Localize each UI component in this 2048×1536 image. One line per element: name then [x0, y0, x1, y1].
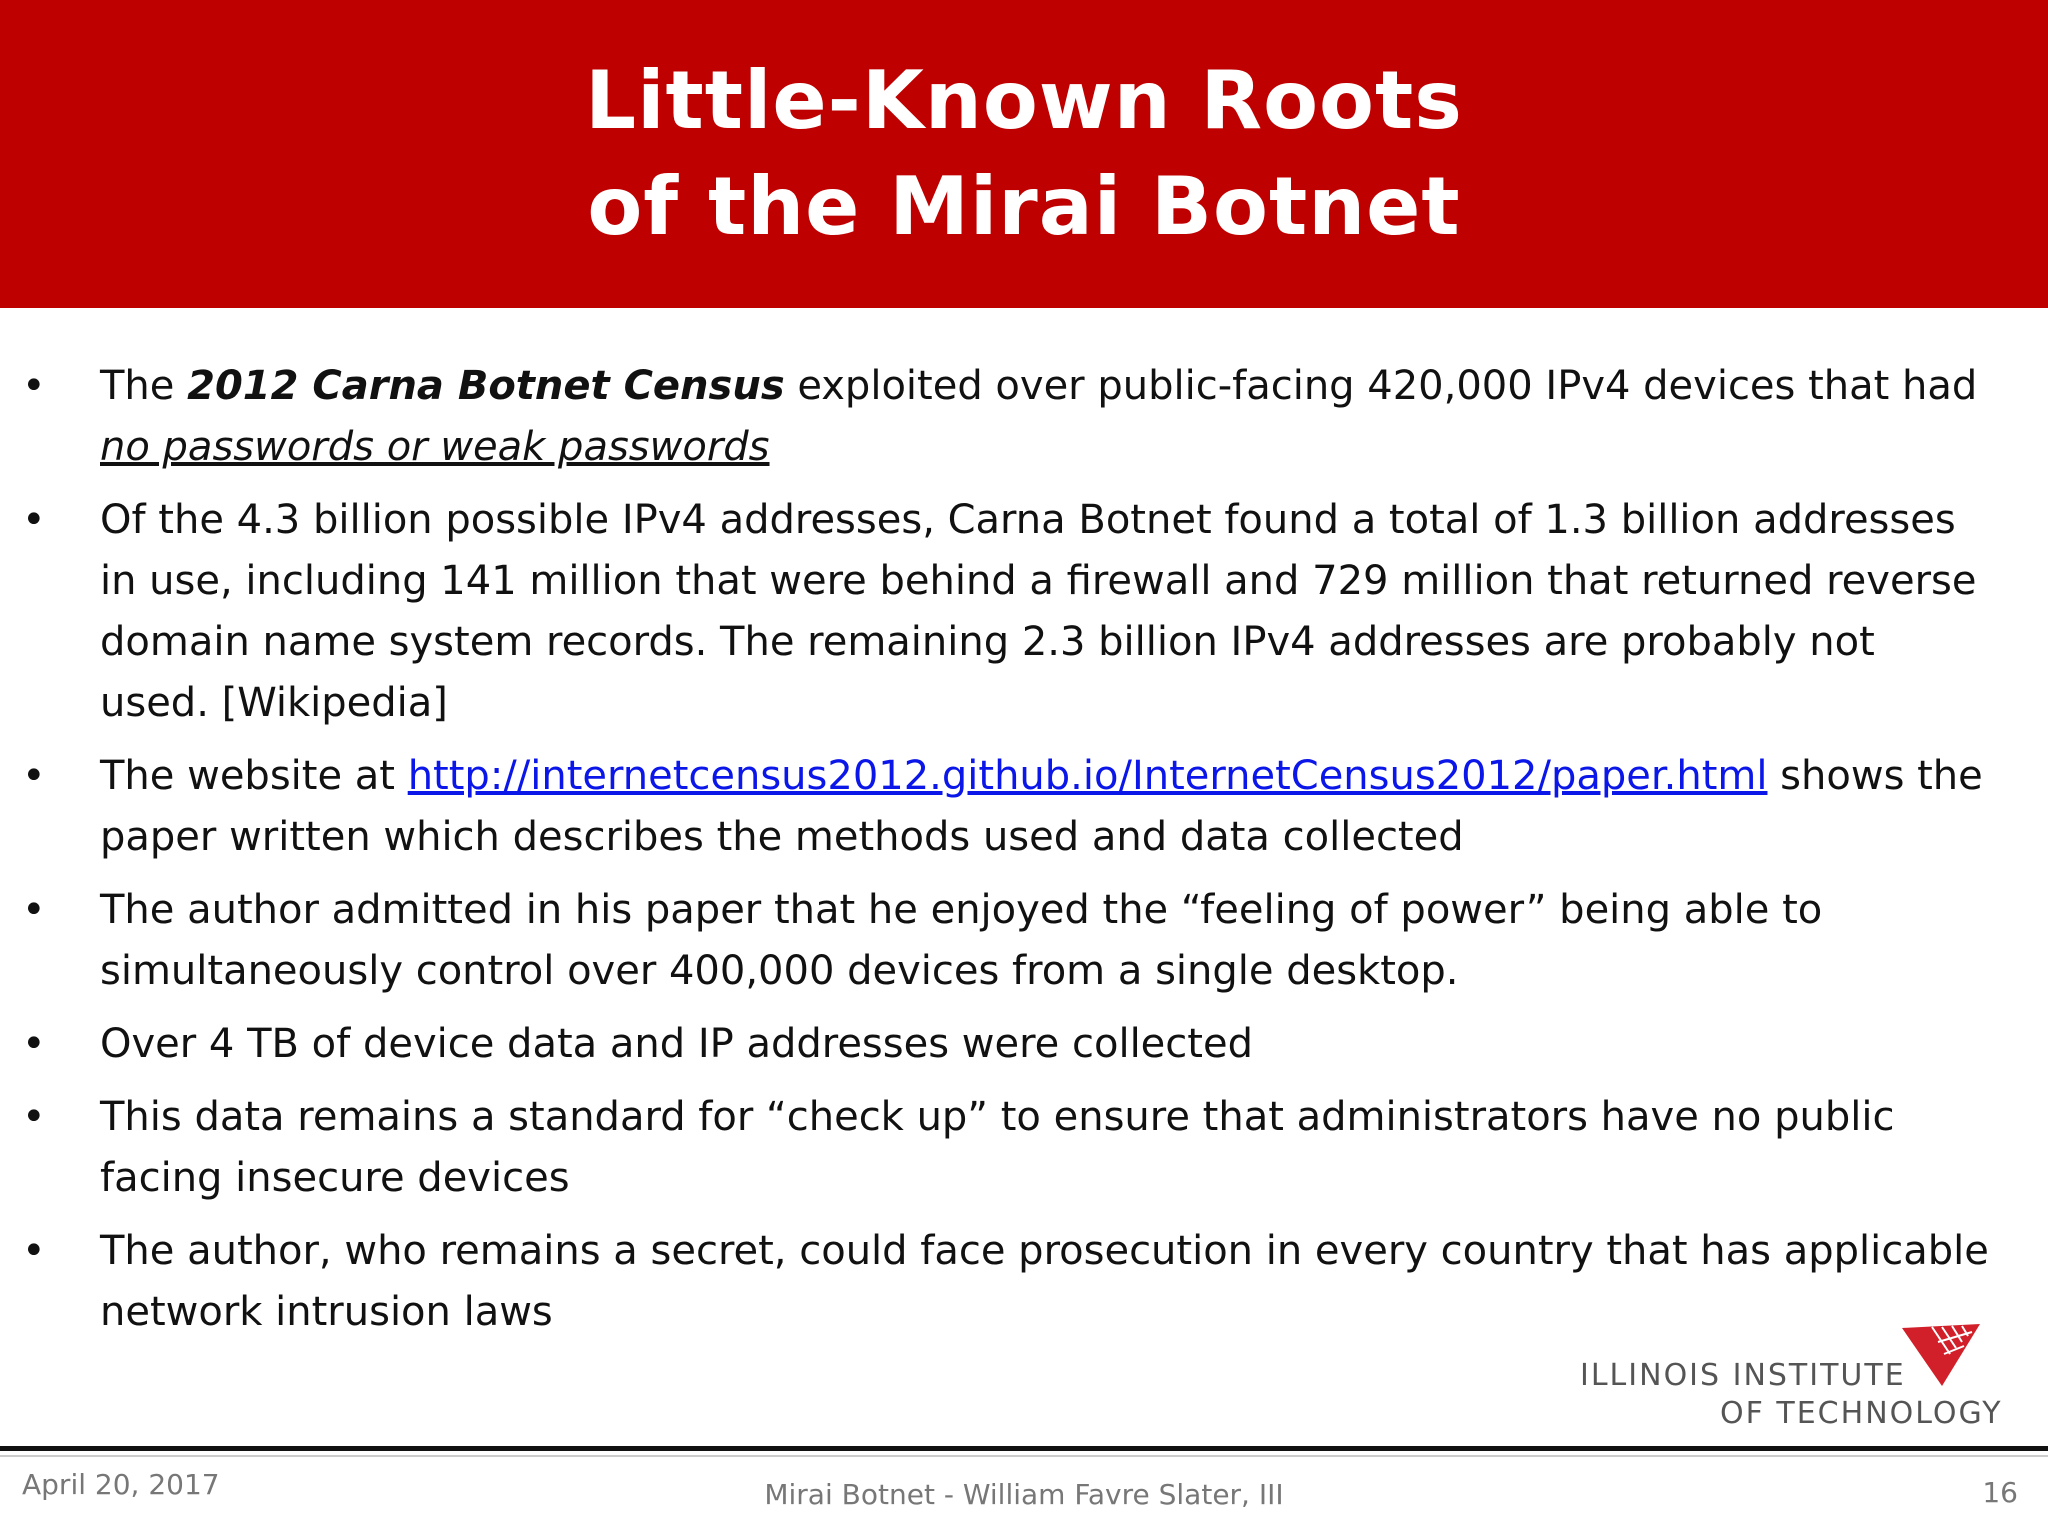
census-paper-link[interactable]: http://internetcensus2012.github.io/InternetCensus2012/paper.html: [407, 753, 1768, 799]
bullet-item: [0, 1087, 1990, 1209]
bullet-text: exploited over public-facing 420,000 IPv4 devices that had: [784, 363, 1978, 409]
footer-divider: [0, 1446, 2048, 1451]
bullet-marker: •: [22, 363, 46, 409]
bullet-text: The author admitted in his paper that he enjoyed the “feeling of power” being able to simultaneously control over 400,000 devices from a single desktop.: [100, 887, 1823, 994]
slide-title-line-2: of the Mirai Botnet: [587, 160, 1461, 253]
bullet-text: shows the paper written which describes the methods used and data collected: [100, 753, 1983, 860]
bullet-text: Of the 4.3 billion possible IPv4 addresses, Carna Botnet found a total of 1.3 billion addresses in use, including 141 million that were behind a firewall and 729 million that returned reverse domain name system records. The remaining 2.3 billion IPv4 addresses are probably not used. [Wikipedia]: [100, 497, 1977, 726]
bullet-text: The website at: [100, 753, 408, 799]
bullet-marker: •: [22, 1021, 46, 1067]
bullet-text: Over 4 TB of device data and IP addresses were collected: [100, 1021, 1253, 1067]
bullet-marker: •: [22, 887, 46, 933]
bullet-item: [0, 1014, 1990, 1075]
bullet-underlined-text: no passwords or weak passwords: [100, 424, 770, 470]
bullet-text: The author, who remains a secret, could face prosecution in every country that has applicable network intrusion laws: [100, 1228, 1989, 1335]
bullet-emphasis: 2012 Carna Botnet Census: [187, 363, 785, 409]
bullet-item: [0, 746, 1990, 868]
bullet-text: This data remains a standard for “check up” to ensure that administrators have no public facing insecure devices: [100, 1094, 1895, 1201]
footer-date: April 20, 2017: [22, 1468, 220, 1501]
slide-title-line-1: Little-Known Roots: [585, 54, 1463, 147]
logo-text-line-2: OF TECHNOLOGY: [1720, 1396, 2003, 1431]
footer-divider-shadow: [0, 1455, 2048, 1457]
bullet-item: [0, 880, 1990, 1002]
bullet-marker: •: [22, 753, 46, 799]
iit-logo: [1580, 1324, 2020, 1434]
footer-title: Mirai Botnet - William Favre Slater, III: [764, 1478, 1284, 1511]
bullet-list: [0, 356, 1990, 1355]
title-band: [0, 0, 2048, 308]
page-number: 16: [1982, 1476, 2018, 1509]
bullet-item: [0, 356, 1990, 478]
bullet-item: [0, 490, 1990, 734]
bullet-marker: •: [22, 497, 46, 543]
bullet-marker: •: [22, 1228, 46, 1274]
logo-text-line-1: ILLINOIS INSTITUTE: [1580, 1358, 1906, 1393]
iit-logo-icon: [1902, 1324, 1982, 1388]
bullet-marker: •: [22, 1094, 46, 1140]
bullet-text: The: [100, 363, 188, 409]
